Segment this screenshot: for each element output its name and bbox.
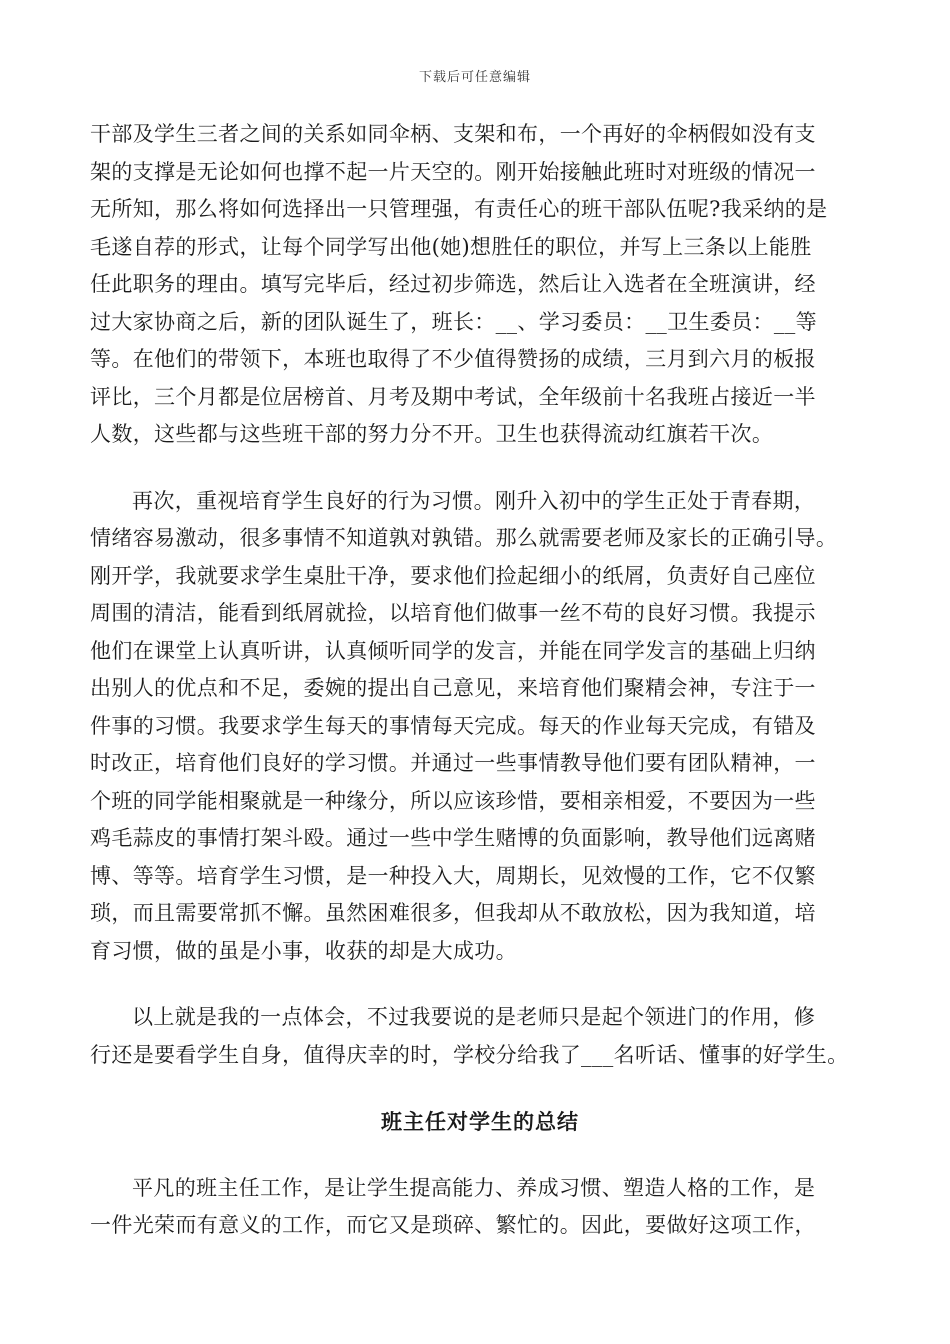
text-line: 任此职务的理由。填写完毕后，经过初步筛选，然后让入选者在全班演讲，经 [90, 272, 816, 296]
text-line: 博、等等。培育学生习惯，是一种投入大，周期长，见效慢的工作，它不仅繁 [90, 863, 816, 888]
paragraph-conclusion [90, 999, 870, 1074]
text-line: 平凡的班主任工作，是让学生提高能力、养成习惯、塑造人格的工作，是 [132, 1175, 816, 1200]
text-line: 琐，而且需要常抓不懈。虽然困难很多，但我却从不敢放松，因为我知道，培 [90, 901, 816, 925]
text-line: 毛遂自荐的形式，让每个同学写出他(她)想胜任的职位，并写上三条以上能胜 [90, 234, 812, 259]
text-line: 他们在课堂上认真听讲，认真倾听同学的发言，并能在同学发言的基础上归纳 [90, 638, 816, 663]
text-line: 评比，三个月都是位居榜首、月考及期中考试，全年级前十名我班占接近一半 [90, 384, 816, 409]
text-line: 个班的同学能相聚就是一种缘分，所以应该珍惜，要相亲相爱，不要因为一些 [90, 788, 816, 813]
section-title: 班主任对学生的总结 [381, 1109, 579, 1134]
text-line: 行还是要看学生自身，值得庆幸的时，学校分给我了___名听话、懂事的好学生。 [90, 1042, 849, 1067]
header-note: 下载后可任意编辑 [418, 70, 531, 85]
text-line: 人数，这些都与这些班干部的努力分不开。卫生也获得流动红旗若干次。 [90, 422, 774, 446]
document-body [90, 116, 870, 1245]
paragraph-gap [90, 1074, 870, 1103]
text-line: 等。在他们的带领下，本班也取得了不少值得赞扬的成绩，三月到六月的板报 [90, 347, 816, 371]
paragraph-gap [90, 454, 870, 483]
text-line: 情绪容易激动，很多事情不知道孰对孰错。那么就需要老师及家长的正确引导。 [90, 526, 838, 550]
text-line: 以上就是我的一点体会，不过我要说的是老师只是起个领进门的作用，修 [132, 1005, 816, 1029]
paragraph-class-cadres [90, 116, 870, 454]
text-line: 再次，重视培育学生良好的行为习惯。刚升入初中的学生正处于青春期， [132, 488, 816, 513]
text-line: 出别人的优点和不足，委婉的提出自己意见，来培育他们聚精会神，专注于一 [90, 676, 816, 700]
text-line: 件事的习惯。我要求学生每天的事情每天完成。每天的作业每天完成，有错及 [90, 713, 816, 738]
text-line: 刚开学，我就要求学生桌肚干净，要求他们捡起细小的纸屑，负责好自己座位 [90, 563, 816, 588]
text-line: 时改正，培育他们良好的学习惯。并通过一些事情教导他们要有团队精神，一 [90, 751, 816, 775]
text-line: 架的支撑是无论如何也撑不起一片天空的。刚开始接触此班时对班级的情况一 [90, 159, 816, 184]
text-line: 周围的清洁，能看到纸屑就捡，以培育他们做事一丝不苟的良好习惯。我提示 [90, 601, 816, 625]
text-line: 无所知，那么将如何选择出一只管理强，有责任心的班干部队伍呢?我采纳的是 [90, 197, 828, 221]
paragraph-gap [90, 1141, 870, 1170]
paragraph-behavior-habits [90, 483, 870, 971]
paragraph-summary-intro [90, 1170, 870, 1245]
paragraph-gap [90, 970, 870, 999]
text-line: 鸡毛蒜皮的事情打架斗殴。通过一些中学生赌博的负面影响，教导他们远离赌 [90, 826, 816, 850]
text-line: 过大家协商之后，新的团队诞生了，班长：__、学习委员：__卫生委员：__等 [90, 309, 817, 334]
text-line: 育习惯，做的虽是小事，收获的却是大成功。 [90, 938, 517, 963]
text-line: 干部及学生三者之间的关系如同伞柄、支架和布，一个再好的伞柄假如没有支 [90, 122, 816, 146]
text-line: 一件光荣而有意义的工作，而它又是琐碎、繁忙的。因此，要做好这项工作， [90, 1213, 816, 1237]
